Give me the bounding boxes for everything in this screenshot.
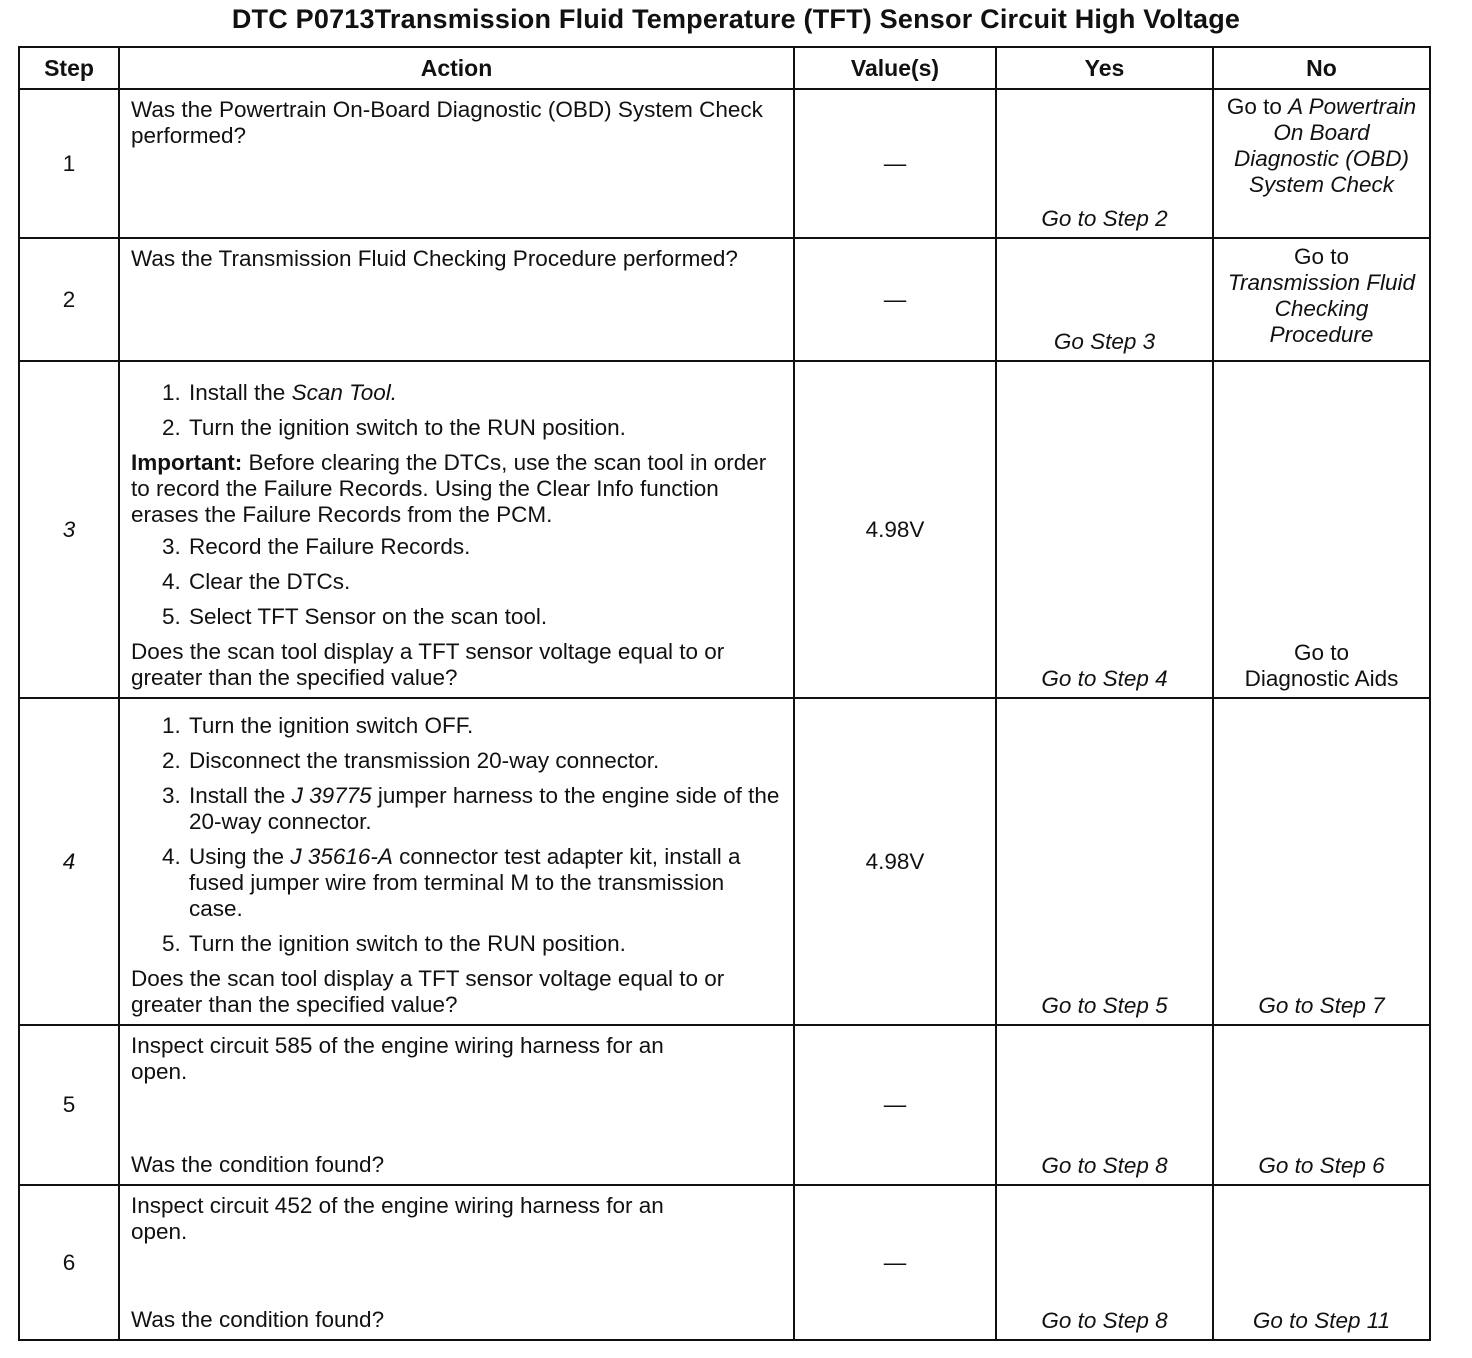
question-text: Was the condition found? <box>131 1152 385 1177</box>
list-item: 5. Select TFT Sensor on the scan tool. <box>187 604 783 630</box>
value-cell: — <box>794 1025 996 1185</box>
step-number: 4 <box>19 698 119 1025</box>
yes-cell: Go to Step 4 <box>996 361 1213 698</box>
important-label: Important: <box>131 450 243 475</box>
question-text: Does the scan tool display a TFT sensor voltage equal to or greater than the specified value? <box>131 966 725 1017</box>
action-cell <box>119 89 794 238</box>
table-row <box>19 89 1430 238</box>
action-text: Was the Powertrain On-Board Diagnostic (OBD) System Check performed? <box>131 97 763 148</box>
value-cell: — <box>794 1185 996 1340</box>
list-item: 1. Turn the ignition switch OFF. <box>187 713 783 739</box>
value-cell: — <box>794 238 996 361</box>
no-cell: Go to Step 7 <box>1213 698 1430 1025</box>
table-row <box>19 361 1430 698</box>
yes-cell: Go Step 3 <box>996 238 1213 361</box>
step-number: 5 <box>19 1025 119 1185</box>
no-prefix: Go to <box>1226 94 1282 119</box>
action-cell <box>119 238 794 361</box>
step-number: 2 <box>19 238 119 361</box>
list-item: 4. Clear the DTCs. <box>187 569 783 595</box>
page-title: DTC P0713Transmission Fluid Temperature (TFT) Sensor Circuit High Voltage <box>231 4 1241 34</box>
no-prefix: Go to <box>1293 640 1350 665</box>
list-item: 2. Disconnect the transmission 20-way connector. <box>187 748 783 774</box>
table-row <box>19 1185 1430 1340</box>
list-item: 1. Install the Scan Tool. <box>187 380 783 406</box>
diagnostic-table <box>18 46 1431 1341</box>
question-text: Does the scan tool display a TFT sensor voltage equal to or greater than the specified value? <box>131 639 725 690</box>
procedure-list <box>131 534 783 630</box>
no-cell: Go to Step 6 <box>1213 1025 1430 1185</box>
no-cell <box>1213 361 1430 698</box>
action-text: Was the Transmission Fluid Checking Procedure performed? <box>131 246 738 271</box>
table-row <box>19 698 1430 1025</box>
procedure-list <box>131 380 783 441</box>
header-values: Value(s) <box>794 47 996 89</box>
no-prefix: Go to <box>1293 244 1350 269</box>
tool-name: Scan Tool. <box>291 380 398 405</box>
header-row <box>19 47 1430 89</box>
list-item: 4. Using the J 35616-A connector test adapter kit, install a fused jumper wire from terminal M to the transmission case. <box>187 844 783 922</box>
header-no: No <box>1213 47 1430 89</box>
value-cell: 4.98V <box>794 361 996 698</box>
important-text: Before clearing the DTCs, use the scan tool in order to record the Failure Records. Using the Clear Info function erases the Failure Records from the PCM. <box>131 450 767 527</box>
step-number: 3 <box>19 361 119 698</box>
list-item: 2. Turn the ignition switch to the RUN position. <box>187 415 783 441</box>
value-cell: 4.98V <box>794 698 996 1025</box>
no-link: Transmission Fluid Checking Procedure <box>1227 270 1416 347</box>
important-note <box>131 450 783 528</box>
list-item: 5. Turn the ignition switch to the RUN position. <box>187 931 783 957</box>
list-item: 3. Record the Failure Records. <box>187 534 783 560</box>
no-cell <box>1213 89 1430 238</box>
action-cell <box>119 1185 794 1340</box>
question-text: Was the condition found? <box>131 1307 385 1332</box>
table-row <box>19 238 1430 361</box>
no-link: A Powertrain On Board Diagnostic (OBD) System Check <box>1233 94 1417 197</box>
action-text: Inspect circuit 452 of the engine wiring harness for an open. <box>131 1193 664 1244</box>
tool-name: J 35616-A <box>290 844 393 869</box>
header-yes: Yes <box>996 47 1213 89</box>
action-cell <box>119 698 794 1025</box>
no-cell <box>1213 238 1430 361</box>
no-target: Diagnostic Aids <box>1244 666 1399 691</box>
yes-cell: Go to Step 8 <box>996 1185 1213 1340</box>
action-text: Inspect circuit 585 of the engine wiring harness for an open. <box>131 1033 664 1084</box>
yes-cell: Go to Step 8 <box>996 1025 1213 1185</box>
no-cell: Go to Step 11 <box>1213 1185 1430 1340</box>
yes-cell: Go to Step 5 <box>996 698 1213 1025</box>
header-action: Action <box>119 47 794 89</box>
yes-cell: Go to Step 2 <box>996 89 1213 238</box>
list-item: 3. Install the J 39775 jumper harness to the engine side of the 20-way connector. <box>187 783 783 835</box>
tool-name: J 39775 <box>291 783 372 808</box>
action-cell <box>119 1025 794 1185</box>
table-row <box>19 1025 1430 1185</box>
action-cell <box>119 361 794 698</box>
step-number: 1 <box>19 89 119 238</box>
procedure-list <box>131 713 783 957</box>
header-step: Step <box>19 47 119 89</box>
value-cell: — <box>794 89 996 238</box>
step-number: 6 <box>19 1185 119 1340</box>
